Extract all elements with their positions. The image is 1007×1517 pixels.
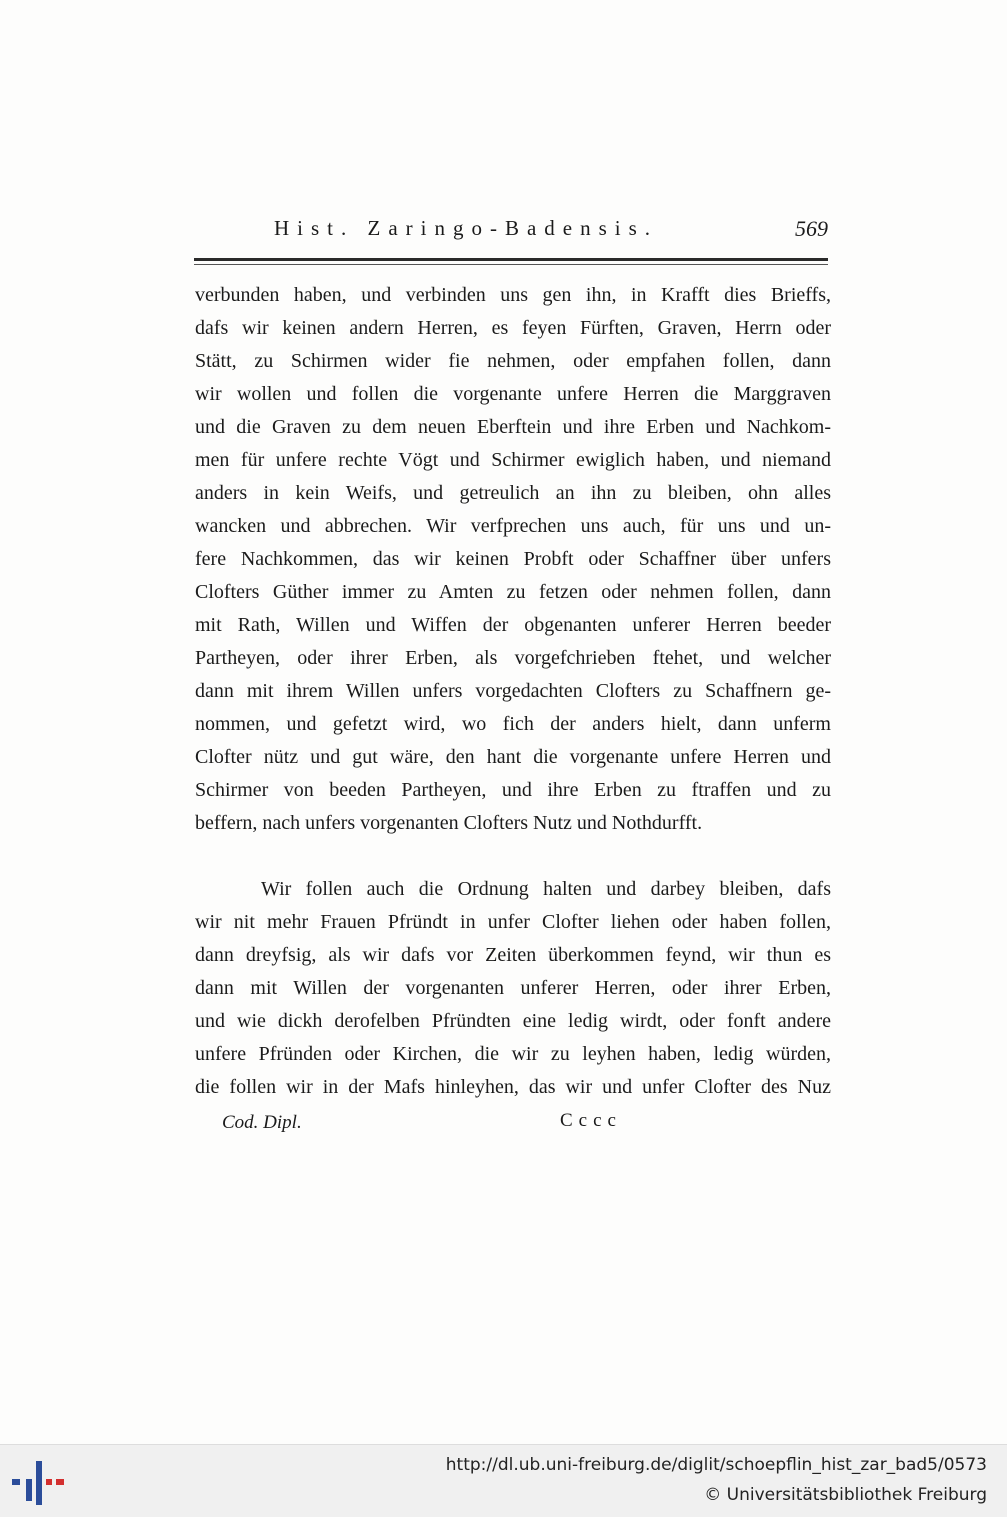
text-line: Partheyen, oder ihrer Erben, als vorgefchrieben ftehet, und welcher: [195, 647, 831, 669]
text-line: unfere Pfründen oder Kirchen, die wir zu leyhen haben, ledig würden,: [195, 1043, 831, 1065]
document-url-link[interactable]: http://dl.ub.uni-freiburg.de/diglit/schoepflin_hist_zar_bad5/0573: [445, 1455, 987, 1475]
running-title: Hist. Zaringo-Badensis.: [274, 216, 659, 240]
text-line: Wir follen auch die Ordnung halten und darbey bleiben, dafs: [261, 878, 831, 900]
text-line: dann mit Willen der vorgenanten unferer Herren, oder ihrer Erben,: [195, 977, 831, 999]
running-head: [274, 216, 834, 248]
library-logo-icon: [12, 1457, 64, 1509]
copyright-text: © Universitätsbibliothek Freiburg: [704, 1485, 987, 1505]
signature-mark: Cccc: [560, 1110, 622, 1131]
text-line: dafs wir keinen andern Herren, es feyen Fürften, Graven, Herrn oder: [195, 317, 831, 339]
text-line: dann mit ihrem Willen unfers vorgedachten Clofters zu Schaffnern ge-: [195, 680, 831, 702]
text-line: dann dreyfsig, als wir dafs vor Zeiten überkommen feynd, wir thun es: [195, 944, 831, 966]
text-line: Schirmer von beeden Partheyen, und ihre Erben zu ftraffen und zu: [195, 779, 831, 801]
text-line: und wie dickh derofelben Pfründten eine ledig wirdt, oder fonft andere: [195, 1010, 831, 1032]
paragraph-1: [195, 279, 831, 840]
text-line: wancken und abbrechen. Wir verfprechen uns auch, für uns und un-: [195, 515, 831, 537]
text-line: anders in kein Weifs, und getreulich an ihn zu bleiben, ohn alles: [195, 482, 831, 504]
text-line: men für unfere rechte Vögt und Schirmer ewiglich haben, und niemand: [195, 449, 831, 471]
text-line: wir wollen und follen die vorgenante unfere Herren die Marggraven: [195, 383, 831, 405]
header-rule-thick: [194, 258, 828, 261]
footer-bar: [0, 1444, 1007, 1517]
page-number: 569: [795, 216, 828, 241]
text-line: verbunden haben, und verbinden uns gen ihn, in Krafft dies Brieffs,: [195, 284, 831, 306]
text-line: mit Rath, Willen und Wiffen der obgenanten unferer Herren beeder: [195, 614, 831, 636]
text-line: nommen, und gefetzt wird, wo fich der anders hielt, dann unferm: [195, 713, 831, 735]
text-line: fere Nachkommen, das wir keinen Probft oder Schaffner über unfers: [195, 548, 831, 570]
text-line: beffern, nach unfers vorgenanten Clofters Nutz und Nothdurfft.: [195, 812, 703, 834]
text-line: Stätt, zu Schirmen wider fie nehmen, oder empfahen follen, dann: [195, 350, 831, 372]
paragraph-2: [195, 873, 831, 1104]
text-line: und die Graven zu dem neuen Eberftein und ihre Erben und Nachkom-: [195, 416, 831, 438]
footer-note: Cod. Dipl.: [222, 1112, 302, 1133]
text-line: wir nit mehr Frauen Pfründt in unfer Clofter liehen oder haben follen,: [195, 911, 831, 933]
text-line: Clofter nütz und gut wäre, den hant die vorgenante unfere Herren und: [195, 746, 831, 768]
header-rule-thin: [194, 264, 828, 265]
text-line: Clofters Güther immer zu Amten zu fetzen oder nehmen follen, dann: [195, 581, 831, 603]
text-line: die follen wir in der Mafs hinleyhen, das wir und unfer Clofter des Nuz: [195, 1076, 831, 1098]
